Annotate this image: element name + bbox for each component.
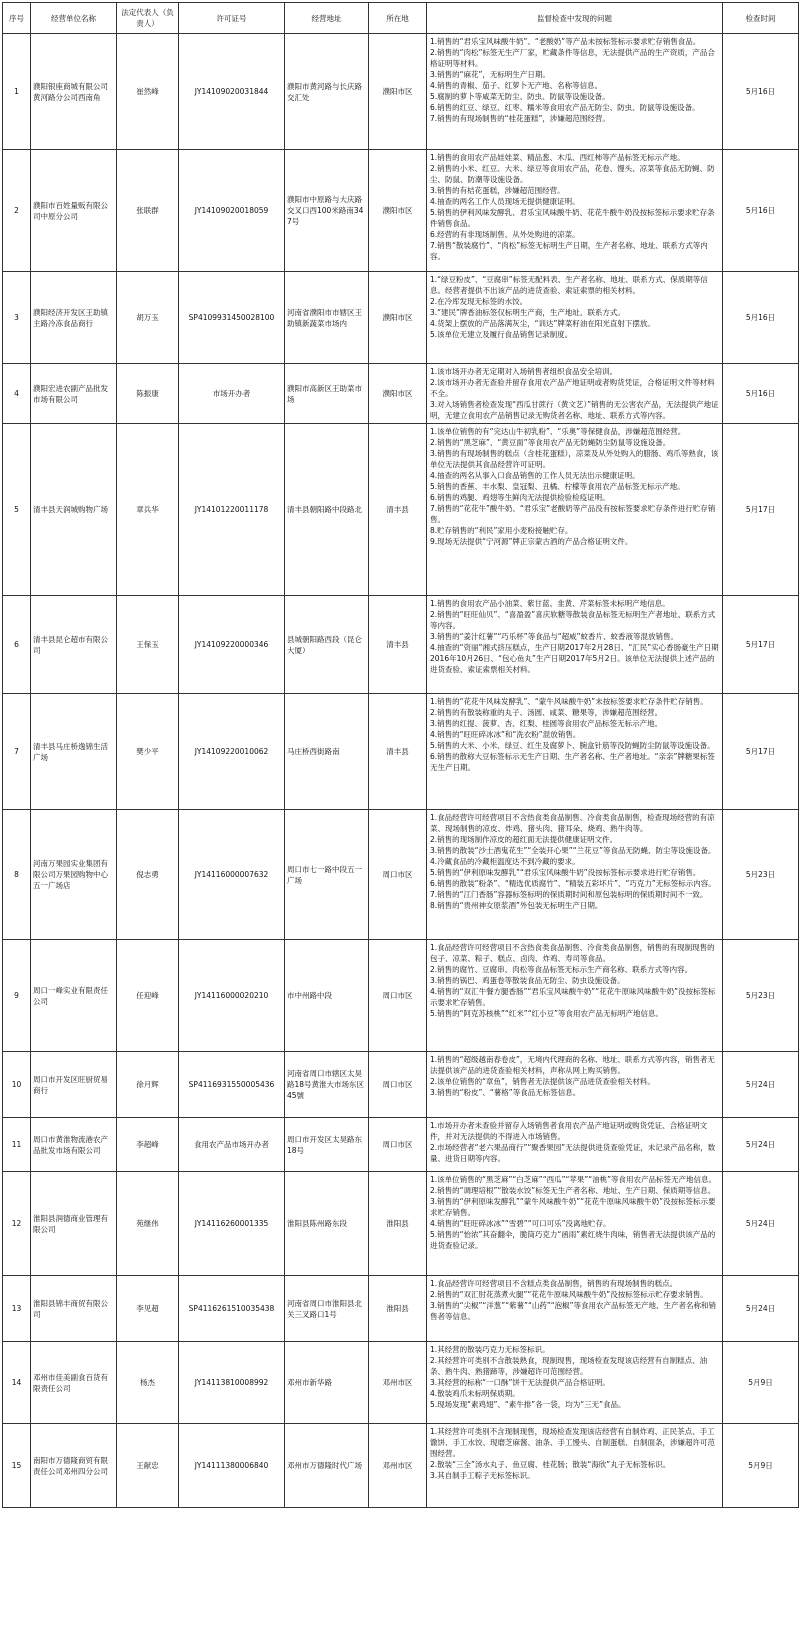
cell-license: SP41162615100354​38 — [179, 1276, 285, 1342]
issue-item: 6.销售的鸡腿、鸡翅等生鲜肉无法提供检验检疫证明。 — [430, 493, 610, 502]
table-row — [3, 1342, 799, 1424]
cell-issues — [427, 1118, 723, 1172]
cell-license: SP41099314500281​00 — [179, 272, 285, 364]
cell-address: 邓州市新华路 — [285, 1342, 369, 1424]
cell-no: 4 — [3, 364, 31, 424]
header-address: 经营地址 — [285, 3, 369, 34]
cell-date: 5月16日 — [723, 34, 799, 150]
cell-date: 5月17日 — [723, 424, 799, 596]
cell-address: 马庄桥西街路南 — [285, 694, 369, 810]
cell-representative: 徐月辉 — [117, 1052, 179, 1118]
issue-item: 2.销售的“黑芝麻”、“黄豆面”等食用农产品无防蝇防尘防鼠等设施设备。 — [430, 438, 671, 447]
issue-item: 4.销售的“旺旺碎冰冰”“雪碧”“可口可乐”没离地贮存。 — [430, 1219, 611, 1228]
cell-address: 周口市开发区太昊路东18号 — [285, 1118, 369, 1172]
issue-item: 2.市场经营者“老六果品商行”“聚香果园”无法提供进货查验凭证，未记录产品名称，数量、进货日期等内容。 — [430, 1143, 716, 1163]
cell-issues — [427, 1276, 723, 1342]
cell-unit-name: 淮阳县锦丰商贸有限公司 — [31, 1276, 117, 1342]
cell-representative: 崔然峰 — [117, 34, 179, 150]
cell-date: 5月9日 — [723, 1424, 799, 1508]
cell-representative: 章兵华 — [117, 424, 179, 596]
issue-item: 1.销售的“君乐宝风味酸牛奶”、“老酸奶”等产品未按标签标示要求贮存销售食品。 — [430, 37, 701, 46]
cell-license: JY14116260001335 — [179, 1172, 285, 1276]
issue-item: 3.其经营的标称“一口酥”饼干无法提供产品合格证明。 — [430, 1378, 610, 1387]
cell-issues — [427, 34, 723, 150]
issue-item: 4.销售的青椒、茄子、红萝卜无产地、名称等信息。 — [430, 81, 603, 90]
cell-area: 邓州市区 — [369, 1424, 427, 1508]
cell-unit-name: 河南万果园实业集团有限公司万果园购物中心五一广场店 — [31, 810, 117, 940]
cell-date: 5月16日 — [723, 364, 799, 424]
cell-date: 5月23日 — [723, 810, 799, 940]
issue-item: 2.该市场开办者无查验并留存食用农产品产地证明或者购货凭证，合格证明文件等材料不全。 — [430, 378, 715, 398]
inspection-table — [2, 2, 799, 1508]
cell-area: 濮阳市区 — [369, 364, 427, 424]
cell-unit-name: 邓州市佳美副食百货有限责任公司 — [31, 1342, 117, 1424]
issue-item: 1.食品经营许可经营项目不含热食类食品制售、冷食类食品制售，检查现场经营的有凉菜、现场制售的凉皮、炸鸡、猪头肉、猪耳朵、烧鸡、熟牛肉等。 — [430, 813, 715, 833]
issue-item: 1.食品经营许可经营项目不含糕点类食品制售，销售的有现场制售的糕点。 — [430, 1279, 678, 1288]
cell-date: 5月16日 — [723, 272, 799, 364]
cell-address: 清丰县朝阳路中段路北 — [285, 424, 369, 596]
header-area: 所在地 — [369, 3, 427, 34]
cell-address: 周口市七一路中段五一广场 — [285, 810, 369, 940]
cell-no: 3 — [3, 272, 31, 364]
issue-item: 5.该单位无建立及履行食品销售记录制度。 — [430, 330, 573, 339]
issue-item: 3.销售的散装“沙士酒鬼花生”“全装开心果”“兰花豆”等食品无防蝇、防尘等设施设备。 — [430, 846, 716, 855]
cell-area: 周口市区 — [369, 940, 427, 1052]
cell-representative: 李超峰 — [117, 1118, 179, 1172]
issue-item: 6.销售的散称大豆标签标示无生产日期、生产者名称、生产者地址。“亲亲”牌糖果标签无生产日期。 — [430, 752, 715, 772]
cell-unit-name: 周口一峰实业有限责任公司 — [31, 940, 117, 1052]
issue-item: 7.销售的“江门香肠”容器标签标明的保质期时间和原包装标明的保质期时间不一致。 — [430, 890, 708, 899]
table-row — [3, 150, 799, 272]
issue-item: 3.销售的锅巴、鸡蛋卷等散装食品无防尘、防虫设施设备。 — [430, 976, 625, 985]
issue-item: 2.销售的“双汇肘花蒸煮火腿”“花花牛原味风味酸牛奶”没按标签标示贮存要求销售。 — [430, 1290, 708, 1299]
header-name: 经营单位名称 — [31, 3, 117, 34]
cell-address: 市中州路中段 — [285, 940, 369, 1052]
cell-area: 周口市区 — [369, 1052, 427, 1118]
cell-address: 河南省濮阳市市辖区王助镇新蔬菜市场内 — [285, 272, 369, 364]
cell-representative: 张联群 — [117, 150, 179, 272]
cell-license: SP41169315500054​36 — [179, 1052, 285, 1118]
cell-unit-name: 清丰县马庄桥逸锦生活广场 — [31, 694, 117, 810]
cell-license: JY14109020031844 — [179, 34, 285, 150]
cell-area: 清丰县 — [369, 694, 427, 810]
cell-area: 濮阳市区 — [369, 272, 427, 364]
issue-item: 3.销售的“麻花”，无标明生产日期。 — [430, 70, 550, 79]
cell-date: 5月24日 — [723, 1118, 799, 1172]
cell-representative: 樊少平 — [117, 694, 179, 810]
issue-item: 6.销售的散装“粉条”、“精选优质腐竹”、“精装五彩坏片”、“巧克力”无标签标示内容。 — [430, 879, 716, 888]
issue-item: 3.销售的“粉皮”、“薯格”等食品无标签信息。 — [430, 1088, 581, 1097]
cell-representative: 倪志勇 — [117, 810, 179, 940]
cell-issues — [427, 364, 723, 424]
cell-unit-name: 周口市开发区旺厨贸易商行 — [31, 1052, 117, 1118]
cell-issues — [427, 940, 723, 1052]
cell-issues — [427, 1342, 723, 1424]
cell-no: 6 — [3, 596, 31, 694]
cell-no: 11 — [3, 1118, 31, 1172]
issue-item: 1.销售的“花花牛风味发酵乳”、“蒙牛风味酸牛奶”未按标签要求贮存条件贮存销售。 — [430, 697, 708, 706]
issue-item: 5.腐制的萝卜等咸菜无防尘、防虫、防鼠等设施设备。 — [430, 92, 610, 101]
cell-date: 5月24日 — [723, 1052, 799, 1118]
cell-representative: 王保玉 — [117, 596, 179, 694]
table-row — [3, 596, 799, 694]
cell-date: 5月9日 — [723, 1342, 799, 1424]
issue-item: 3.对入场销售者检查发现“西瓜甘蔗行（黄文艺）”销售的无公害农产品，无法提供产地证明，无建立食用农产品销售记录无购货者名称、地址、联系方式等内容。 — [430, 400, 719, 420]
cell-representative: 王献忠 — [117, 1424, 179, 1508]
cell-no: 10 — [3, 1052, 31, 1118]
issue-item: 2.销售的“旺旺仙贝”、“喜盈盈”喜庆软糖等散装食品标签无标明生产者地址、联系方式等内容。 — [430, 610, 716, 630]
cell-no: 7 — [3, 694, 31, 810]
issue-item: 6.销售的红豆、绿豆、红枣、糯米等食用农产品无防尘、防虫、防鼠等设施设备。 — [430, 103, 700, 112]
issue-item: 5.销售的“阿克苏核桃”“红米”“红小豆”等食用农产品无标明产地信息。 — [430, 1009, 663, 1018]
issue-item: 3.其自制手工粽子无标签标识。 — [430, 1471, 535, 1480]
issue-item: 1.销售的“超级越南春卷皮”，无境内代理商的名称、地址、联系方式等内容，销售者无法提供该产品的进货查验相关材料，声称从网上购买销售。 — [430, 1055, 715, 1075]
cell-representative: 任迎峰 — [117, 940, 179, 1052]
issue-item: 2.其经营许可类别不含散装熟食，现制现售，现场检查发现该店经营有自制糕点、油条、熟牛肉、熟猪蹄等，涉嫌超许可范围经营。 — [430, 1356, 708, 1376]
cell-address: 邓州市万德隆时代广场 — [285, 1424, 369, 1508]
issue-item: 1.销售的食用农产品娃娃菜、精品葱、木瓜、西红柿等产品标签无标示产地。 — [430, 153, 685, 162]
cell-area: 淮阳县 — [369, 1172, 427, 1276]
cell-issues — [427, 1172, 723, 1276]
issue-item: 6.经营的有非现场制售、从外处购进的凉菜。 — [430, 230, 580, 239]
cell-no: 12 — [3, 1172, 31, 1276]
cell-no: 5 — [3, 424, 31, 596]
cell-area: 周口市区 — [369, 1118, 427, 1172]
issue-item: 1.食品经营许可经营项目不含热食类食品制售、冷食类食品制售，销售的有现制现售的包子、凉菜、粽子、糕点、卤肉、炸鸡、寿司等食品。 — [430, 943, 715, 963]
cell-issues — [427, 150, 723, 272]
cell-representative: 胡万玉 — [117, 272, 179, 364]
cell-unit-name: 濮阳银座商城有限公司黄河路分公司西南角 — [31, 34, 117, 150]
cell-address: 淮阳县陈州路东段 — [285, 1172, 369, 1276]
cell-unit-name: 濮阳市百姓量贩有限公司中原分公司 — [31, 150, 117, 272]
cell-license: JY14116000007632 — [179, 810, 285, 940]
cell-area: 濮阳市区 — [369, 150, 427, 272]
issue-item: 3.销售的“尖椒”“洋葱”“紫薯”“山药”“泡椒”等食用农产品标签无产地、生产者名称和销售者等信息。 — [430, 1301, 717, 1321]
table-row — [3, 1118, 799, 1172]
issue-item: 2.销售的“调理培根”“散装水饺”标签无生产者名称、地址、生产日期、保质期等信息。 — [430, 1186, 716, 1195]
header-issues: 监督检查中发现的问题 — [427, 3, 723, 34]
issue-item: 5.现场发现“素鸡翅”、“素牛排”各一袋，均为“三无”食品。 — [430, 1400, 626, 1409]
cell-license: JY14101220011178 — [179, 424, 285, 596]
table-row — [3, 1052, 799, 1118]
issue-item: 7.销售的“花花牛”酸牛奶、“君乐宝”老酸奶等产品没有按标签要求贮存条件进行贮存销售。 — [430, 504, 716, 524]
issue-item: 1.该单位销售的“黑芝麻”“白芝麻”“西瓜”“苹果”“油桃”等食用农产品标签无产地信息。 — [430, 1175, 717, 1184]
cell-area: 邓州市区 — [369, 1342, 427, 1424]
issue-item: 2.销售的“肉松”标签无生产厂家，贮藏条件等信息，无法提供产品的生产资质，产品合格证明等材料。 — [430, 48, 715, 68]
cell-license: JY14109220000346 — [179, 596, 285, 694]
table-row — [3, 694, 799, 810]
issue-item: 5.销售的“怡浓”其奋翻伞，脆筒巧克力“函雨”素红烧牛肉味，销售者无法提供该产品的进货查验记录。 — [430, 1230, 716, 1250]
cell-representative: 李见超 — [117, 1276, 179, 1342]
cell-unit-name: 濮阳宏进农副产品批发市场有限公司 — [31, 364, 117, 424]
issue-item: 9.现场无法提供“宁河源”牌正宗蒙古酒的产品合格证明文件。 — [430, 537, 633, 546]
header-license: 许可证号 — [179, 3, 285, 34]
issue-item: 8.贮存销售的“利民”家用小麦粉接触贮存。 — [430, 526, 573, 535]
table-row — [3, 810, 799, 940]
cell-unit-name: 清丰县天润城购物广场 — [31, 424, 117, 596]
issue-item: 7.销售“散装腐竹”、“肉松”标签无标明生产日期，生产者名称、地址、联系方式等内容。 — [430, 241, 708, 261]
cell-unit-name: 南阳市万德隆商贸有限责任公司邓州四分公司 — [31, 1424, 117, 1508]
cell-issues — [427, 810, 723, 940]
cell-representative: 苑继伟 — [117, 1172, 179, 1276]
table-row — [3, 1424, 799, 1508]
issue-item: 5.销售的“伊利原味发酵乳”“君乐宝风味酸牛奶”没按标签标示要求进行贮存销售。 — [430, 868, 701, 877]
table-row — [3, 424, 799, 596]
cell-area: 周口市区 — [369, 810, 427, 940]
cell-date: 5月16日 — [723, 150, 799, 272]
issue-item: 1.销售的食用农产品小油菜、紫甘蓝、韭黄、芹菜标签未标明产地信息。 — [430, 599, 670, 608]
table-row — [3, 1276, 799, 1342]
cell-issues — [427, 1052, 723, 1118]
table-row — [3, 1172, 799, 1276]
cell-issues — [427, 272, 723, 364]
cell-issues — [427, 596, 723, 694]
issue-item: 5.销售的香蕉、丰水梨、皇冠梨、丑橘、柠檬等食用农产品标签无标示产地。 — [430, 482, 685, 491]
table-row — [3, 34, 799, 150]
cell-area: 清丰县 — [369, 596, 427, 694]
cell-issues — [427, 694, 723, 810]
cell-license: JY14116000020210 — [179, 940, 285, 1052]
cell-representative: 陈振康 — [117, 364, 179, 424]
cell-no: 13 — [3, 1276, 31, 1342]
issue-item: 7.销售的有现场制售的“桂花蛋糕”，涉嫌超范围经营。 — [430, 114, 610, 123]
cell-no: 2 — [3, 150, 31, 272]
cell-area: 清丰县 — [369, 424, 427, 596]
cell-license: 食用农产品市场开办者 — [179, 1118, 285, 1172]
cell-date: 5月23日 — [723, 940, 799, 1052]
cell-issues — [427, 1424, 723, 1508]
issue-item: 3.销售的有现场制售的糕点（含桂花蛋糕），凉菜及从外处购入的腊肠、鸡爪等熟食，该单位无法提供其食品经营许可证明。 — [430, 449, 719, 469]
cell-license: JY14111380006840 — [179, 1424, 285, 1508]
cell-license: JY14109220010062 — [179, 694, 285, 810]
cell-unit-name: 濮阳经济开发区王助镇主路冷冻食品商行 — [31, 272, 117, 364]
issue-item: 1.该市场开办者无定期对入场销售者组织食品安全培训。 — [430, 367, 618, 376]
cell-date: 5月17日 — [723, 694, 799, 810]
table-row — [3, 364, 799, 424]
header-rep: 法定代表人（负责人） — [117, 3, 179, 34]
issue-item: 1.市场开办者未查验并留存入场销售者食用农产品产地证明或购货凭证、合格证明文件，并对无法提供的不得进入市场销售。 — [430, 1121, 708, 1141]
issue-item: 3.销售的红提、菠萝、杏、红梨、桂圆等食用农产品标签无标示产地。 — [430, 719, 663, 728]
cell-address: 濮阳市高新区王助菜市场 — [285, 364, 369, 424]
cell-no: 15 — [3, 1424, 31, 1508]
cell-address: 濮阳市中原路与大庆路交叉口西100米路南347号 — [285, 150, 369, 272]
cell-license: JY14109020018059 — [179, 150, 285, 272]
cell-license: 市场开办者 — [179, 364, 285, 424]
cell-no: 8 — [3, 810, 31, 940]
cell-address: 县城朝阳路西段（昆仑大厦） — [285, 596, 369, 694]
issue-item: 3.销售的“伊利原味发酵乳”“蒙牛风味酸牛奶”“花花牛原味风味酸牛奶”没按标签标示要求贮存销售。 — [430, 1197, 716, 1217]
table-row — [3, 940, 799, 1052]
issue-item: 8.销售的“贵州神女原浆酒”外包装无标明生产日期。 — [430, 901, 603, 910]
issue-item: 2.在冷库发现无标签的水饺。 — [430, 297, 528, 306]
issue-item: 3.销售的有桔花蛋糕，涉嫌超范围经营。 — [430, 186, 565, 195]
cell-area: 濮阳市区 — [369, 34, 427, 150]
table-body — [3, 34, 799, 1508]
cell-no: 9 — [3, 940, 31, 1052]
header-date: 检查时间 — [723, 3, 799, 34]
cell-area: 淮阳县 — [369, 1276, 427, 1342]
issue-item: 5.销售的大米、小米、绿豆、红生及腐萝卜、腕盒针筋等没防蝇防尘防鼠等设施设备。 — [430, 741, 715, 750]
issue-item: 2.销售的有散装称重的丸子、汤圆、咸菜、糖果等，涉嫌超范围经营。 — [430, 708, 663, 717]
cell-license: JY14113810008992 — [179, 1342, 285, 1424]
issue-item: 4.抽查的两名从事入口食品销售的工作人员无法出示健康证明。 — [430, 471, 640, 480]
issue-item: 4.销售的“旺旺碎冰冰”和“洗衣粉”混放销售。 — [430, 730, 581, 739]
issue-item: 4.销售的“双汇牛餐方腿香肠”“君乐宝风味酸牛奶”“花花牛原味风味酸牛奶”没按标签标示要求贮存销售。 — [430, 987, 716, 1007]
cell-no: 1 — [3, 34, 31, 150]
cell-address: 濮阳市黄河路与长庆路交汇处 — [285, 34, 369, 150]
issue-item: 5.销售的伊利风味发酵乳、君乐宝风味酸牛奶、花花牛酸牛奶没按标签标示要求贮存条件销售食品。 — [430, 208, 715, 228]
issue-item: 4.货架上摆放的产品落满灰尘，“训达”牌菜籽油在阳光直射下摆放。 — [430, 319, 655, 328]
issue-item: 4.散装鸡爪未标明保质期。 — [430, 1389, 520, 1398]
cell-date: 5月17日 — [723, 596, 799, 694]
issue-item: 3.“建民”牌香油标签仅标明生产商，生产地址、联系方式。 — [430, 308, 625, 317]
issue-item: 3.销售的“姜汁红薯”“巧乐杯”等食品与“超威”蚊香片、蚊香液等混放销售。 — [430, 632, 678, 641]
issue-item: 2.销售的现场制作凉皮的超红面无法提供健康证明文件。 — [430, 835, 618, 844]
cell-unit-name: 清丰县昆仑超市有限公司 — [31, 596, 117, 694]
cell-representative: 杨杰 — [117, 1342, 179, 1424]
table-header-row — [3, 3, 799, 34]
table-row — [3, 272, 799, 364]
issue-item: 1.“绿豆粉皮”、“豆腐串”标签无配料表、生产者名称、地址、联系方式、保质期等信息。经营者提供不出该产品的进货查验、索证索票的相关材料。 — [430, 275, 708, 295]
cell-unit-name: 周口市黄淮物流港农产品批发市场有限公司 — [31, 1118, 117, 1172]
cell-date: 5月24日 — [723, 1172, 799, 1276]
cell-no: 14 — [3, 1342, 31, 1424]
issue-item: 2.散装“三全”汤水丸子、鱼豆腐、桂花肠；散装“海欣”丸子无标签标识。 — [430, 1460, 671, 1469]
issue-item: 2.销售的小米、红豆、大米、绿豆等食用农产品，花卷、馒头、凉菜等食品无防蝇、防尘、防鼠、防潮等设施设备。 — [430, 164, 715, 184]
issue-item: 2.该单位销售的“章鱼”，销售者无法提供该产品进货查验相关材料。 — [430, 1077, 655, 1086]
header-no: 序号 — [3, 3, 31, 34]
cell-unit-name: 淮阳县润德商业管理有限公司 — [31, 1172, 117, 1276]
cell-address: 河南省周口市辖区太昊路18号黄淮大市场东区45號 — [285, 1052, 369, 1118]
issue-item: 2.销售的腐竹、豆腐串、肉松等食品标签无标示生产商名称、联系方式等内容。 — [430, 965, 693, 974]
issue-item: 1.该单位销售的有“完达山牛初乳粉”、“乐奥”等保健食品，涉嫌超范围经营。 — [430, 427, 686, 436]
cell-address: 河南省周口市淮阳县北关三叉路口1号 — [285, 1276, 369, 1342]
cell-issues — [427, 424, 723, 596]
issue-item: 4.抽查的“资丽”湘式挤压糕点，生产日期2017年2月28日、“汇民”实心香肠豪生产日期2016年10月26日、“包心鱼丸”生产日期2017年5月2日。该单位无法提供上述产品的进货查验、索证索票相关材料。 — [430, 643, 719, 674]
issue-item: 4.冷藏食品的冷藏柜温度达不到冷藏的要求。 — [430, 857, 580, 866]
issue-item: 1.其经营许可类别不含现制现售，现场检查发现该店经营有自制炸鸡、正民茶点、手工馓饼、手工水饺、现磨芝麻酱、油条、手工馒头、自制蛋糕、自制面条，涉嫌超许可范围经营。 — [430, 1427, 715, 1458]
issue-item: 1.其经营的散装巧克力无标签标识。 — [430, 1345, 550, 1354]
cell-date: 5月24日 — [723, 1276, 799, 1342]
issue-item: 4.抽查的两名工作人员现场无提供健康证明。 — [430, 197, 580, 206]
